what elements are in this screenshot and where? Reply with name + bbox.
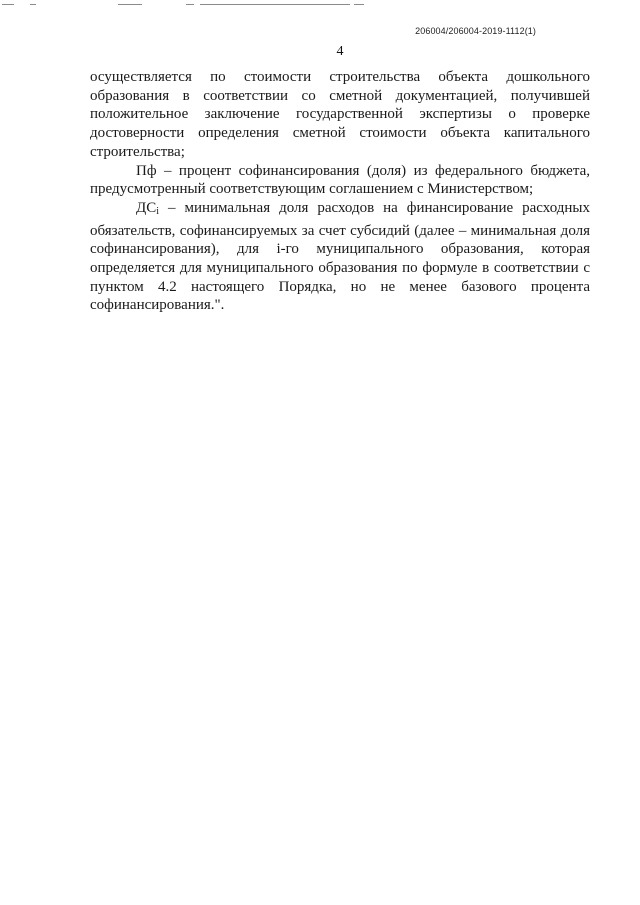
scan-artifact-lines — [0, 4, 640, 8]
paragraph-federal-cofinancing: Пф – процент софинансирования (доля) из федерального бюджета, предусмотренный соответствующим соглашением с Министерством; — [90, 162, 590, 198]
paragraph-construction-cost: осуществляется по стоимости строительства объекта дошкольного образования в соответствии со сметной документацией, получившей положительное заключение государственной экспертизы о проверке достоверности определения сметной стоимости объекта капитального строительства; — [90, 69, 590, 160]
formula-subscript: i — [156, 205, 160, 217]
paragraph-minimal-share — [90, 199, 590, 315]
page-number: 4 — [336, 44, 344, 59]
paragraph-minimal-share-text: – минимальная доля расходов на финансирование расходных обязательств, софинансируемых за счет субсидий (далее – минимальная доля софинансирования), для i-го муниципального образования, которая определяется для муниципального образования по формуле в соответствии с пунктом 4.2 настоящего Порядка, но не менее базового процента софинансирования.". — [90, 199, 590, 314]
document-body — [90, 68, 590, 315]
document-id: 206004/206004-2019-1112(1) — [415, 26, 536, 36]
formula-symbol: ДС — [136, 199, 157, 216]
